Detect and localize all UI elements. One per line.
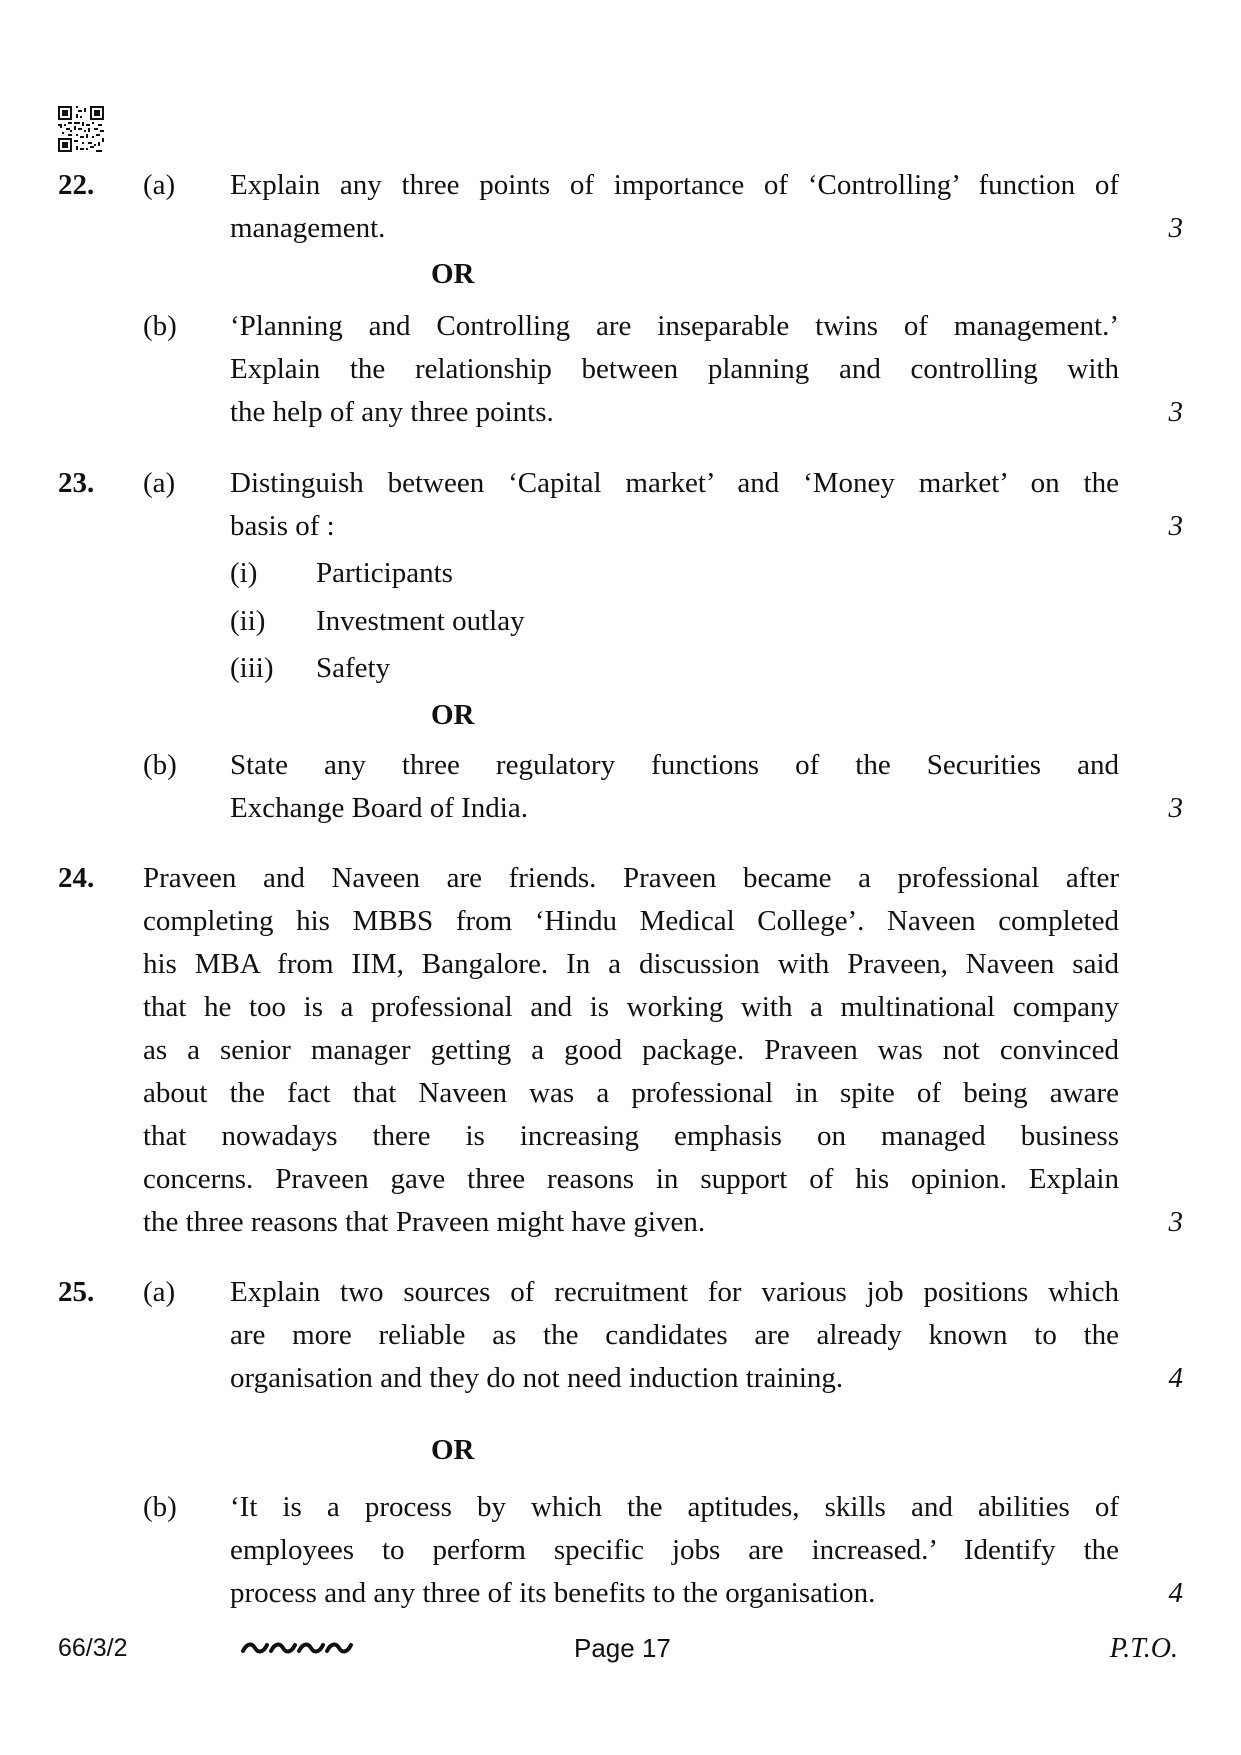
text-line: the help of any three points. [230,396,554,428]
paper-code: 66/3/2 [58,1634,128,1662]
sub-item-text: Participants [316,557,453,589]
part-label: (b) [143,310,177,342]
question-number: 23. [58,467,95,499]
or-separator: OR [431,1434,475,1466]
text-line: concerns. Praveen gave three reasons in support of his opinion. Explain [143,1163,1119,1195]
text-line: Praveen and Naveen are friends. Praveen became a professional after [143,862,1119,894]
text-line: his MBA from IIM, Bangalore. In a discussion with Praveen, Naveen said [143,948,1119,980]
question-25-part-b [0,1486,1241,1615]
sub-item-label: (ii) [230,605,266,637]
question-number: 25. [58,1276,95,1308]
question-23-part-a [0,462,1241,548]
question-23-part-b [0,744,1241,830]
text-line: State any three regulatory functions of the Securities and [230,749,1119,781]
text-line: Explain any three points of importance of ‘Controlling’ function of [230,169,1119,201]
text-line: Explain the relationship between planning and controlling with [230,353,1119,385]
question-22-part-a [0,164,1241,250]
or-separator: OR [431,699,475,731]
sub-item-text: Safety [316,652,391,684]
sub-item [0,647,1241,690]
marks: 3 [1168,396,1183,428]
text-line: process and any three of its benefits to the organisation. [230,1577,876,1609]
text-line: completing his MBBS from ‘Hindu Medical College’. Naveen completed [143,905,1119,937]
question-24 [0,857,1241,1244]
page-number: Page 17 [574,1633,671,1663]
text-line: as a senior manager getting a good package. Praveen was not convinced [143,1034,1119,1066]
sub-item-text: Investment outlay [316,605,525,637]
part-text [230,462,1119,548]
question-25-or [0,1429,1241,1472]
sub-item-label: (i) [230,557,258,589]
part-text [230,1486,1119,1615]
text-line: basis of : [230,510,335,542]
text-line: ‘It is a process by which the aptitudes, skills and abilities of [230,1491,1119,1523]
question-22-or [0,253,1241,296]
text-line: Exchange Board of India. [230,792,528,824]
part-label: (a) [143,467,176,499]
marks: 3 [1168,1206,1183,1238]
text-line: ‘Planning and Controlling are inseparable twins of management.’ [230,310,1119,342]
pto-note: P.T.O. [1109,1633,1178,1664]
marks: 4 [1168,1577,1183,1609]
part-text [230,744,1119,830]
text-line: are more reliable as the candidates are already known to the [230,1319,1119,1351]
question-number: 24. [58,862,95,894]
marks: 3 [1168,792,1183,824]
wave-decoration [240,1637,354,1659]
part-label: (b) [143,749,177,781]
text-line: organisation and they do not need induction training. [230,1362,844,1394]
sub-item-label: (iii) [230,652,274,684]
marks: 3 [1168,510,1183,542]
marks: 4 [1168,1362,1183,1394]
question-number: 22. [58,169,95,201]
part-label: (a) [143,1276,176,1308]
text-line: the three reasons that Praveen might have given. [143,1206,706,1238]
question-23-or [0,694,1241,737]
sub-item [0,600,1241,643]
part-text [230,1271,1119,1400]
question-text [143,857,1119,1244]
sub-item [0,552,1241,595]
page-footer [0,1627,1241,1670]
question-22-part-b [0,305,1241,434]
text-line: that he too is a professional and is working with a multinational company [143,991,1119,1023]
text-line: Distinguish between ‘Capital market’ and ‘Money market’ on the [230,467,1119,499]
part-text [230,305,1119,434]
part-label: (b) [143,1491,177,1523]
text-line: employees to perform specific jobs are increased.’ Identify the [230,1534,1119,1566]
text-line: Explain two sources of recruitment for various job positions which [230,1276,1119,1308]
part-text [230,164,1119,250]
question-25-part-a [0,1271,1241,1400]
text-line: that nowadays there is increasing emphasis on managed business [143,1120,1119,1152]
marks: 3 [1168,212,1183,244]
qr-code [58,106,104,152]
part-label: (a) [143,169,176,201]
or-separator: OR [431,258,475,290]
text-line: management. [230,212,386,244]
text-line: about the fact that Naveen was a professional in spite of being aware [143,1077,1119,1109]
